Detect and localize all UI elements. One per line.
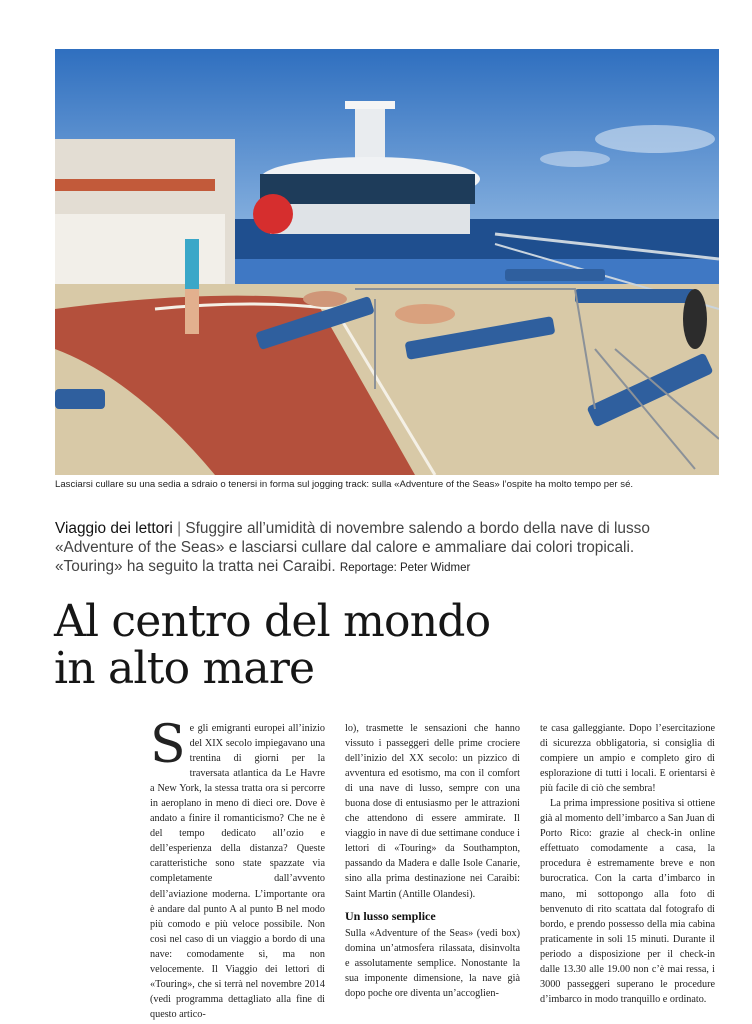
drop-cap: S: [150, 715, 186, 775]
lead-credit: Reportage: Peter Widmer: [339, 562, 471, 574]
article-column-2: [345, 721, 520, 1001]
article-column-1: [150, 715, 325, 1022]
lead-separator: |: [172, 520, 186, 537]
column-3-text-b: La prima impressione positiva si ottiene già al momento dell’imbarco a San Juan di Porto Rico: grazie al check-in online effettuato comodamente a casa, la procedura è estremamente breve e non burocratica. Con la carta d’imbarco in mano, mi sottopongo alla foto di benvenuto di rito scattata dal fotografo di bordo, e prendo possesso della mia cabina praticamente in soli 15 minuti. Durante il periodo a disposizione per il check-in dalle 13.30 alle 19.00 non c’è mai ressa, i 3000 passeggeri superano le procedure d’imbarco in modo tranquillo e ordinato.: [540, 798, 715, 1005]
left-deck-structure: [55, 139, 235, 289]
column-2-text-b: Sulla «Adventure of the Seas» (vedi box) domina un’atmosfera rilassata, disinvolta e assolutamente semplice. Nonostante la sua imponente dimensione, la nave già dopo poche ore diventa un’accoglien-: [345, 927, 520, 999]
cloud: [540, 151, 610, 167]
column-2-text-a: lo), trasmette le sensazioni che hanno vissuto i passeggeri delle prime crociere dell’inizio del XX secolo: un pizzico di avventura ed esotismo, ma con il comfort di una nave di lusso, sempre con una buona dose di entusiasmo per le attrazioni che attendono di essere ammirate. Il viaggio in nave di due settimane conduce i lettori di «Touring» da Southampton, passando da Madera e dalle Isole Canarie, sino alla prima destinazione nei Caraibi: Saint Martin (Antille Olandesi).: [345, 723, 520, 900]
lead-text: Sfuggire all’umidità di novembre salendo a bordo della nave di lusso «Adventure of the Seas» e lasciarsi cullare dal calore e ammaliare dai colori tropicali. «Touring» ha seguito la tratta nei Caraibi.: [55, 520, 650, 575]
article-subhead: Un lusso semplice: [345, 908, 436, 923]
article-lead: [55, 519, 695, 578]
lead-kicker: Viaggio dei lettori: [55, 520, 173, 537]
headline-line-1: Al centro del mondo: [54, 596, 491, 647]
column-1-text: e gli emigranti europei all’inizio del XIX secolo impiegavano una trentina di giorni per la traversata atlantica da Le Havre a New York, la stessa tratta ora si percorre in aeroplano in meno di dieci ore. Dove è andato a finire il romanticismo? Che ne è del tempo dedicato all’ozio e dell’esperienza della distanza? Queste caratteristiche sono state spazzate via completamente dall’avvento dell’aviazione moderna. L’importante ora è andare dal punto A al punto B nel modo più comodo e più veloce possibile. Non così nel caso di un viaggio a bordo di una nave: comodamente sì, ma non velocemente. Il Viaggio dei lettori di «Touring», che si terrà nel novembre 2014 (vedi programma dettagliato alla fine di questo artico-: [150, 723, 325, 1020]
headline-line-2: in alto mare: [54, 643, 315, 694]
photo-caption: Lasciarsi cullare su una sedia a sdraio o tenersi in forma sul jogging track: sulla «Adventure of the Seas» l’ospite ha molto tempo per sé.: [55, 479, 634, 490]
article-headline: [54, 598, 734, 692]
article-column-3: [540, 721, 715, 1007]
column-3-text-a: te casa galleggiante. Dopo l’esercitazione di sicurezza obbligatoria, si consiglia di compiere un ampio e completo giro di esplorazione di tutti i locali. E orientarsi è più facile di ciò che sembra!: [540, 723, 715, 795]
cloud: [595, 125, 715, 153]
photo-illustration: [55, 49, 719, 475]
red-balloon-sculpture: [253, 194, 293, 234]
cruise-deck-photo: [55, 49, 719, 475]
